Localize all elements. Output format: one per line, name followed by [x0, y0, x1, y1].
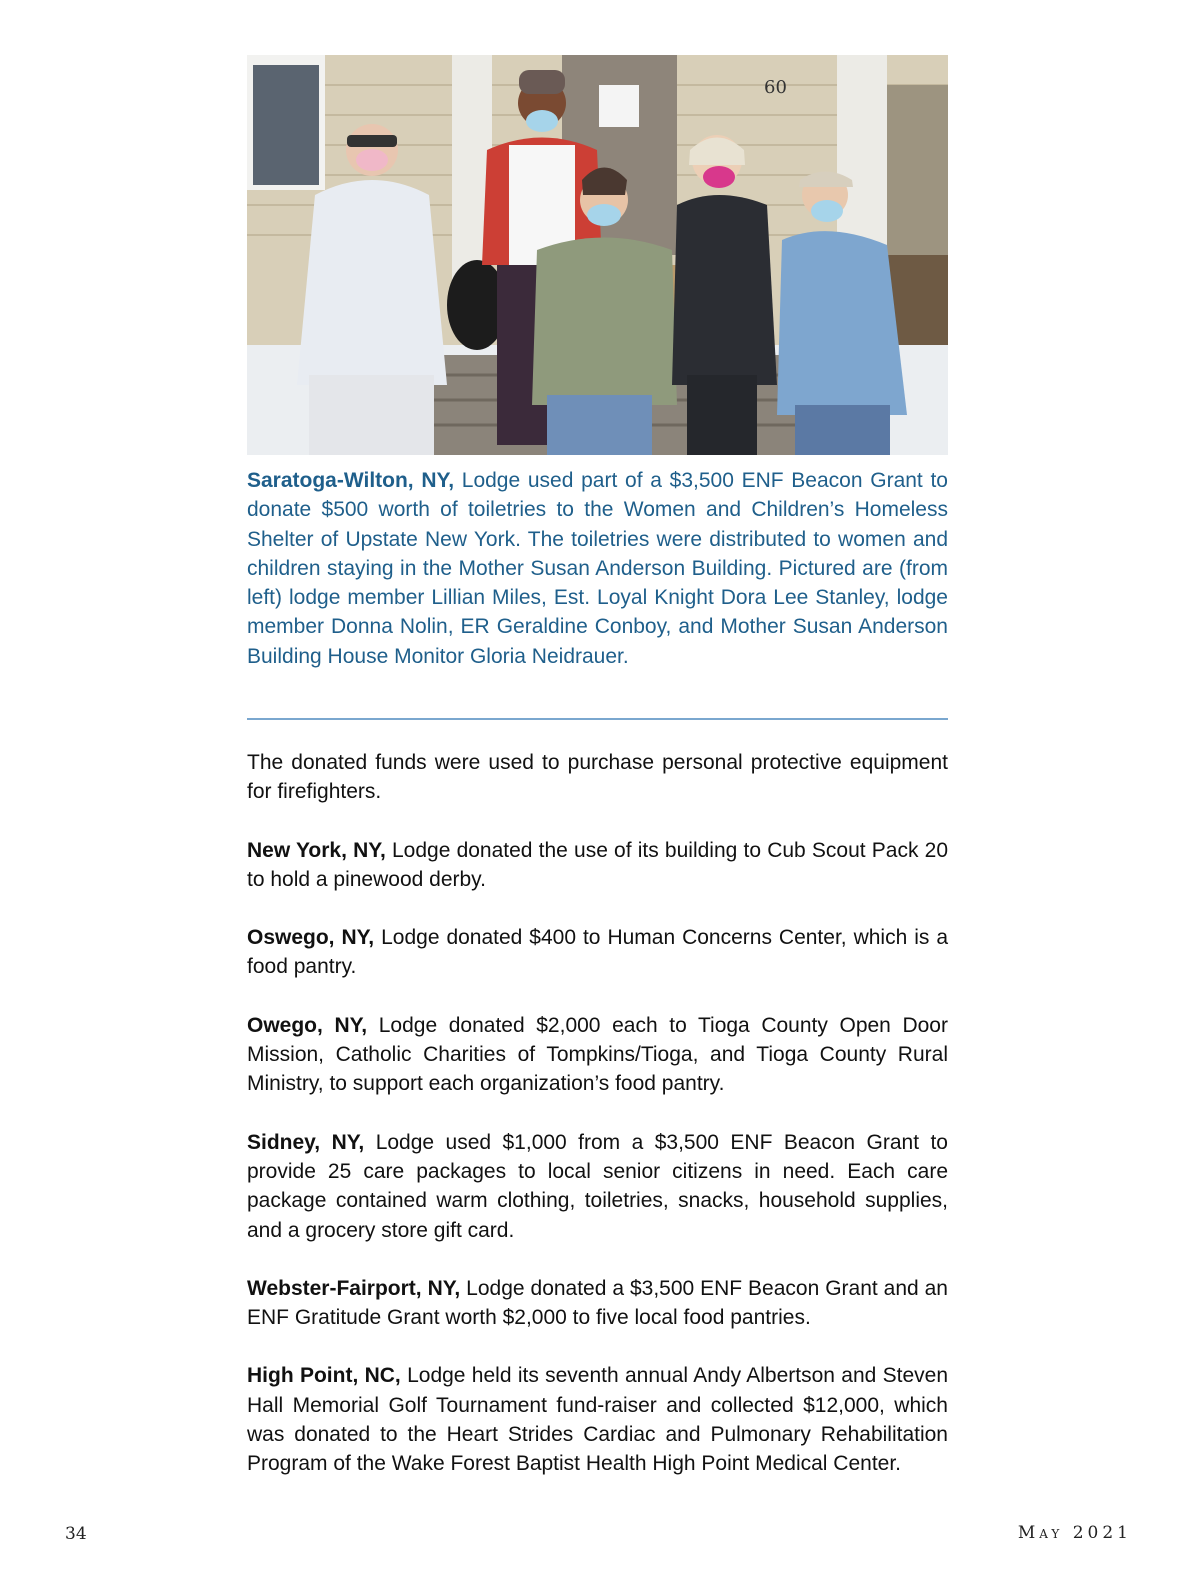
paragraph-text: Lodge donated the use of its building to Cub Scout Pack 20 to hold a pinewood derby.: [247, 838, 948, 891]
caption-lead: Saratoga-Wilton, NY,: [247, 469, 455, 492]
paragraph: [247, 1011, 948, 1099]
paragraph-lead: Sidney, NY,: [247, 1130, 365, 1154]
caption-text: Lodge used part of a $3,500 ENF Beacon Grant to donate $500 worth of toiletries to the Women and Children’s Homeless Shelter of Upstate New York. The toiletries were distributed to women and children staying in the Mother Susan Anderson Building. Pictured are (from left) lodge member Lillian Miles, Est. Loyal Knight Dora Lee Stanley, lodge member Donna Nolin, ER Geraldine Conboy, and Mother Susan Anderson Building House Monitor Gloria Neidrauer.: [247, 469, 948, 668]
paragraph-lead: Owego, NY,: [247, 1013, 368, 1037]
paragraph-lead: High Point, NC,: [247, 1364, 401, 1388]
paragraph-lead: Webster-Fairport, NY,: [247, 1276, 461, 1300]
page-number: 34: [65, 1524, 87, 1544]
article-body: [247, 748, 948, 1508]
paragraph-text: Lodge used $1,000 from a $3,500 ENF Beacon Grant to provide 25 care packages to local senior citizens in need. Each care package contained warm clothing, toiletries, snacks, household supplies, and a grocery store gift card.: [247, 1130, 948, 1242]
photo-illustration: [247, 55, 948, 455]
paragraph: [247, 836, 948, 895]
photo-caption: [247, 466, 948, 671]
paragraph-text: Lodge held its seventh annual Andy Albertson and Steven Hall Memorial Golf Tournament fund-raiser and collected $12,000, which was donated to the Heart Strides Cardiac and Pulmonary Rehabilitation Program of the Wake Forest Baptist Health High Point Medical Center.: [247, 1364, 948, 1476]
door-number: 60: [764, 77, 787, 98]
paragraph: [247, 748, 948, 807]
caption-divider: [247, 718, 948, 720]
paragraph: [247, 923, 948, 982]
paragraph-text: Lodge donated $400 to Human Concerns Center, which is a food pantry.: [247, 926, 949, 979]
group-photo: [247, 55, 948, 455]
paragraph-text: Lodge donated a $3,500 ENF Beacon Grant and an ENF Gratitude Grant worth $2,000 to five local food pantries.: [247, 1276, 948, 1330]
paragraph-text: The donated funds were used to purchase personal protective equipment for firefighters.: [247, 751, 948, 804]
paragraph-lead: Oswego, NY,: [247, 926, 375, 950]
paragraph-text: Lodge donated $2,000 each to Tioga County Open Door Mission, Catholic Charities of Tompkins/Tioga, and Tioga County Rural Ministry, to support each organization’s food pantry.: [247, 1013, 948, 1096]
paragraph: [247, 1274, 948, 1333]
paragraph-lead: New York, NY,: [247, 838, 386, 862]
paragraph: [247, 1128, 948, 1245]
issue-date: May 2021: [1017, 1523, 1132, 1543]
paragraph: [247, 1361, 948, 1478]
